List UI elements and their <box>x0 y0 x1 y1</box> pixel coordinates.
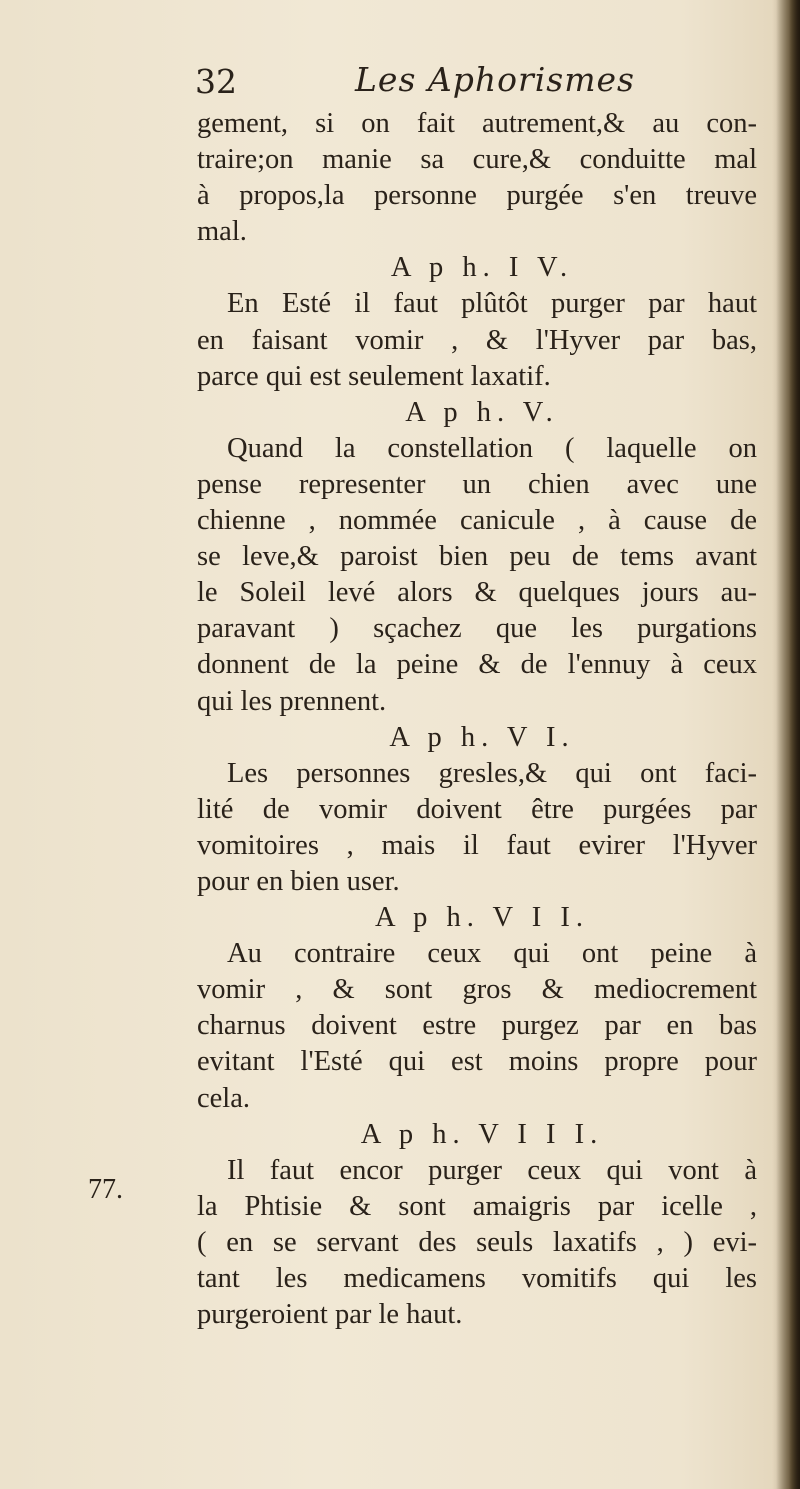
text-line: vomir , & sont gros & mediocrement <box>197 974 757 1006</box>
aphorism-heading: A p h. V I I I. <box>360 1118 604 1150</box>
text-line: le Soleil levé alors & quelques jours au- <box>197 577 757 609</box>
text-line: cela. <box>197 1082 250 1114</box>
aphorism-heading: A p h. V I. <box>389 721 575 753</box>
page-header <box>195 60 655 106</box>
margin-note: 77. <box>88 1174 123 1205</box>
text-line: vomitoires , mais il faut evirer l'Hyver <box>197 829 757 861</box>
text-line: paravant ) sçachez que les purgations <box>197 613 757 645</box>
text-line: lité de vomir doivent être purgées par <box>197 793 757 825</box>
aphorism-heading: A p h. V I I. <box>375 902 589 934</box>
text-line: qui les prennent. <box>197 685 387 717</box>
text-line: Quand la constellation ( laquelle on <box>227 432 757 464</box>
text-line: se leve,& paroist bien peu de tems avant <box>197 541 757 573</box>
text-line: la Phtisie & sont amaigris par icelle , <box>197 1190 757 1222</box>
running-title: Les Aphorismes <box>355 60 635 99</box>
text-line: pour en bien user. <box>197 865 400 897</box>
aphorism-heading: A p h. V. <box>405 396 559 428</box>
text-line: charnus doivent estre purgez par en bas <box>197 1010 757 1042</box>
text-line: Les personnes gresles,& qui ont faci- <box>227 757 757 789</box>
text-line: traire;on manie sa cure,& conduitte mal <box>197 144 757 176</box>
page-edge-shadow <box>772 0 800 1489</box>
text-line: gement, si on fait autrement,& au con- <box>197 108 757 139</box>
text-line: donnent de la peine & de l'ennuy à ceux <box>197 649 757 681</box>
aphorism-heading: A p h. I V. <box>390 252 574 284</box>
text-line: Il faut encor purger ceux qui vont à <box>227 1154 757 1186</box>
text-line: à propos,la personne purgée s'en treuve <box>197 180 757 212</box>
text-line: Au contraire ceux qui ont peine à <box>227 938 757 970</box>
text-line: ( en se servant des seuls laxatifs , ) evi- <box>197 1226 757 1258</box>
text-line: pense representer un chien avec une <box>197 468 757 500</box>
body-text <box>197 106 757 1333</box>
text-line: evitant l'Esté qui est moins propre pour <box>197 1046 757 1078</box>
text-line: purgeroient par le haut. <box>197 1299 463 1331</box>
text-line: parce qui est seulement laxatif. <box>197 360 551 392</box>
page-number: 32 <box>195 62 237 101</box>
text-line: chienne , nommée canicule , à cause de <box>197 505 757 537</box>
text-line: en faisant vomir , & l'Hyver par bas, <box>197 324 757 356</box>
text-line: tant les medicamens vomitifs qui les <box>197 1263 757 1294</box>
text-line: mal. <box>197 216 247 248</box>
text-line: En Esté il faut plûtôt purger par haut <box>227 288 757 320</box>
